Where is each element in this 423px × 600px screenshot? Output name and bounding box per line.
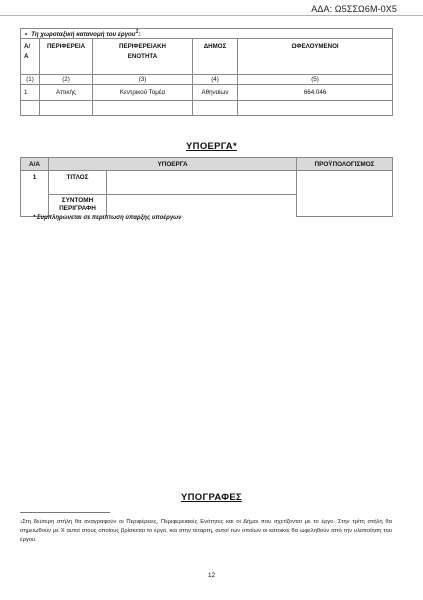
- footnote-text: Στη δεύτερη στήλη θα αναγραφούν οι Περιφέρειες, Περιφερειακές Ενότητες και οι Δήμοι που σχετίζονται με το έργο. Στην τρίτη στήλη θα σημειωθούν με Χ αυτοί στους οποίους βρίσκεται το έργο, και στην τέταρτη, αυτοί των οποίων οι κάτοικοι θα ωφεληθούν από την υλοποίηση του έργου.: [20, 519, 392, 543]
- location-column-numbers: [21, 75, 393, 85]
- cell-municipality: Αθηναίων: [193, 85, 238, 101]
- location-heading-text: Τη χωροταξική κατανομή του έργου: [31, 31, 136, 39]
- location-table: [20, 28, 393, 116]
- subproject-title-row: [21, 171, 393, 195]
- empty-cell: [238, 101, 393, 116]
- subprojects-header-row: [21, 158, 393, 171]
- col-number: (5): [238, 75, 393, 85]
- cell-region: Αττικής: [40, 85, 93, 101]
- footnote-rule: [20, 512, 110, 513]
- subprojects-note: * Συμπληρώνεται σε περίπτωση ύπαρξης υποέργων: [33, 215, 182, 221]
- signatures-title: ΥΠΟΓΡΑΦΕΣ: [180, 492, 243, 503]
- footnote-ref: 1: [135, 29, 139, 35]
- ada-code: ΑΔΑ: Ω5ΣΣΩ6Μ-0Χ5: [311, 4, 397, 14]
- subprojects-title: ΥΠΟΕΡΓΑ*: [186, 141, 237, 152]
- table-row-empty: [21, 101, 393, 116]
- col-number: (2): [40, 75, 93, 85]
- col-header-region: ΠΕΡΙΦΕΡΕΙΑ: [40, 39, 93, 75]
- empty-cell: [193, 101, 238, 116]
- empty-cell: [93, 101, 193, 116]
- footnote-mark: 1: [20, 519, 23, 524]
- bullet-icon: •: [25, 31, 28, 39]
- col-header-municipality: ΔΗΜΟΣ: [193, 39, 238, 75]
- header-aa: Α/Α: [21, 158, 49, 171]
- header-subproject: ΥΠΟΕΡΓΑ: [49, 158, 297, 171]
- location-table-heading-row: [21, 29, 393, 39]
- subproject-title-label: ΤΙΤΛΟΣ: [49, 171, 107, 195]
- subproject-description-label: ΣΥΝΤΟΜΗ ΠΕΡΙΓΡΑΦΗ: [49, 195, 107, 217]
- col-number: (1): [21, 75, 40, 85]
- col-number: (4): [193, 75, 238, 85]
- col-header-beneficiaries: ΩΦΕΛΟΥΜΕΝΟΙ: [238, 39, 393, 75]
- cell-aa: 1: [21, 85, 40, 101]
- cell-beneficiaries: 664.046: [238, 85, 393, 101]
- location-column-headers: [21, 39, 393, 75]
- location-table-heading: [21, 29, 393, 39]
- location-heading-colon: :: [138, 31, 141, 39]
- empty-cell: [40, 101, 93, 116]
- footnote: [20, 518, 392, 545]
- subproject-budget-value: [297, 171, 393, 217]
- subproject-number: 1: [21, 171, 49, 217]
- empty-cell: [21, 101, 40, 116]
- header-rule: [0, 15, 423, 16]
- page-number: 12: [207, 572, 216, 579]
- subprojects-table: [20, 157, 393, 217]
- header-budget: ΠΡΟΫΠΟΛΟΓΙΣΜΟΣ: [297, 158, 393, 171]
- subproject-description-value: [107, 195, 297, 217]
- table-row: [21, 85, 393, 101]
- col-number: (3): [93, 75, 193, 85]
- subproject-title-value: [107, 171, 297, 195]
- col-header-aa: Α/ Α: [21, 39, 40, 75]
- col-header-regional-unit: ΠΕΡΙΦΕΡΕΙΑΚΗ ΕΝΟΤΗΤΑ: [93, 39, 193, 75]
- cell-regional-unit: Κεντρικού Τομέα: [93, 85, 193, 101]
